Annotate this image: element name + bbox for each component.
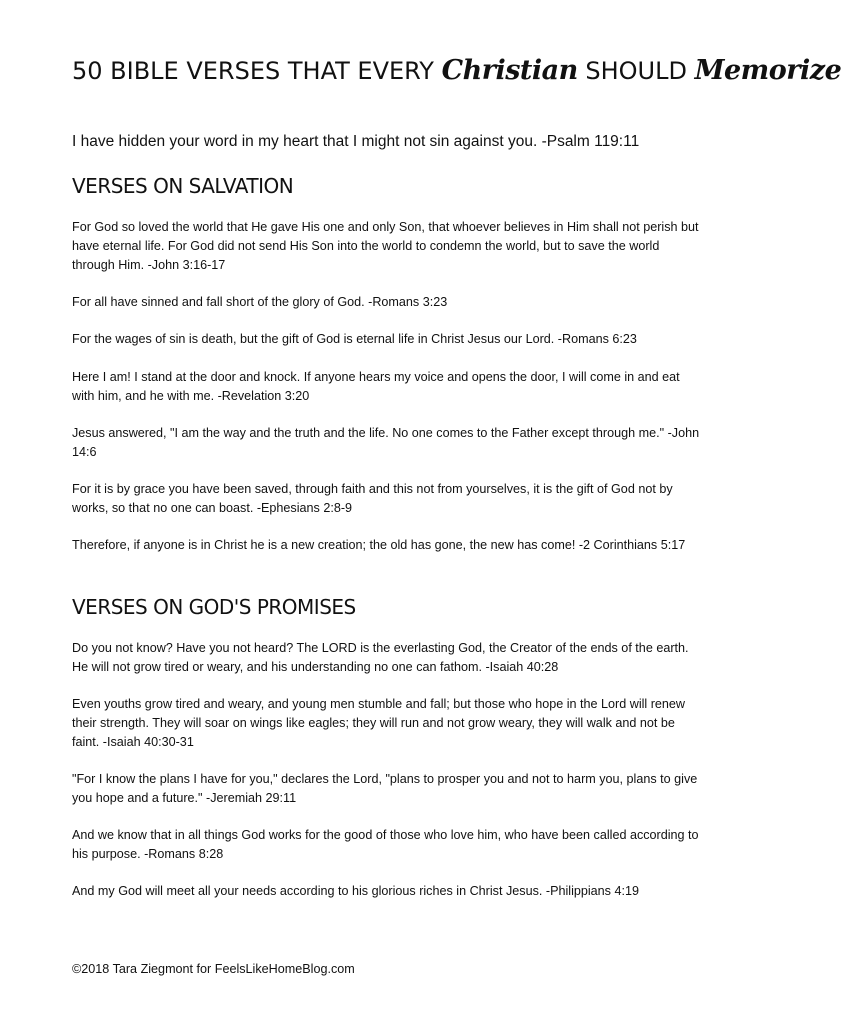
title-text-1: 50 BIBLE VERSES THAT EVERY bbox=[72, 57, 442, 85]
verse-salvation-3: For the wages of sin is death, but the gift of God is eternal life in Christ Jesus our Lord. -Romans 6:23 bbox=[72, 332, 637, 346]
verse-salvation-4: Here I am! I stand at the door and knock. If anyone hears my voice and opens the door, I will come in and eat with him, and he with me. -Revelation 3:20 bbox=[72, 370, 680, 403]
verse-promises-3: "For I know the plans I have for you," declares the Lord, "plans to prosper you and not to harm you, plans to give you hope and a future." -Jeremiah 29:11 bbox=[72, 772, 698, 805]
verse-salvation-2: For all have sinned and fall short of the glory of God. -Romans 3:23 bbox=[72, 295, 448, 309]
verse-salvation-5: Jesus answered, "I am the way and the truth and the life. No one comes to the Father except through me." -John 14:6 bbox=[72, 426, 700, 459]
copyright-footer: ©2018 Tara Ziegmont for FeelsLikeHomeBlog.com bbox=[72, 962, 355, 976]
title-script-christian: Christian bbox=[441, 55, 578, 86]
verse-salvation-1: For God so loved the world that He gave His one and only Son, that whoever believes in Him shall not perish but have eternal life. For God did not send His Son into the world to condemn the world, but to save the world through Him. -John 3:16-17 bbox=[72, 220, 699, 272]
title-script-memorize: Memorize bbox=[694, 55, 841, 86]
verse-promises-2: Even youths grow tired and weary, and young men stumble and fall; but those who hope in the Lord will renew their strength. They will soar on wings like eagles; they will run and not grow weary, they will walk and not be faint. -Isaiah 40:30-31 bbox=[72, 697, 686, 749]
intro-verse: I have hidden your word in my heart that I might not sin against you. -Psalm 119:11 bbox=[72, 133, 640, 150]
verse-promises-1: Do you not know? Have you not heard? The LORD is the everlasting God, the Creator of the ends of the earth. He will not grow tired or weary, and his understanding no one can fathom. -Isaiah 40:28 bbox=[72, 641, 689, 674]
section-title-salvation: VERSES ON SALVATION bbox=[72, 174, 294, 198]
page-title bbox=[72, 50, 841, 91]
section-title-promises: VERSES ON GOD'S PROMISES bbox=[72, 595, 356, 619]
title-text-2: SHOULD bbox=[577, 57, 695, 85]
verse-promises-5: And my God will meet all your needs according to his glorious riches in Christ Jesus. -Philippians 4:19 bbox=[72, 884, 639, 898]
verse-promises-4: And we know that in all things God works for the good of those who love him, who have been called according to his purpose. -Romans 8:28 bbox=[72, 828, 699, 861]
verse-salvation-7: Therefore, if anyone is in Christ he is a new creation; the old has gone, the new has come! -2 Corinthians 5:17 bbox=[72, 538, 686, 552]
verse-salvation-6: For it is by grace you have been saved, through faith and this not from yourselves, it is the gift of God not by works, so that no one can boast. -Ephesians 2:8-9 bbox=[72, 482, 673, 515]
